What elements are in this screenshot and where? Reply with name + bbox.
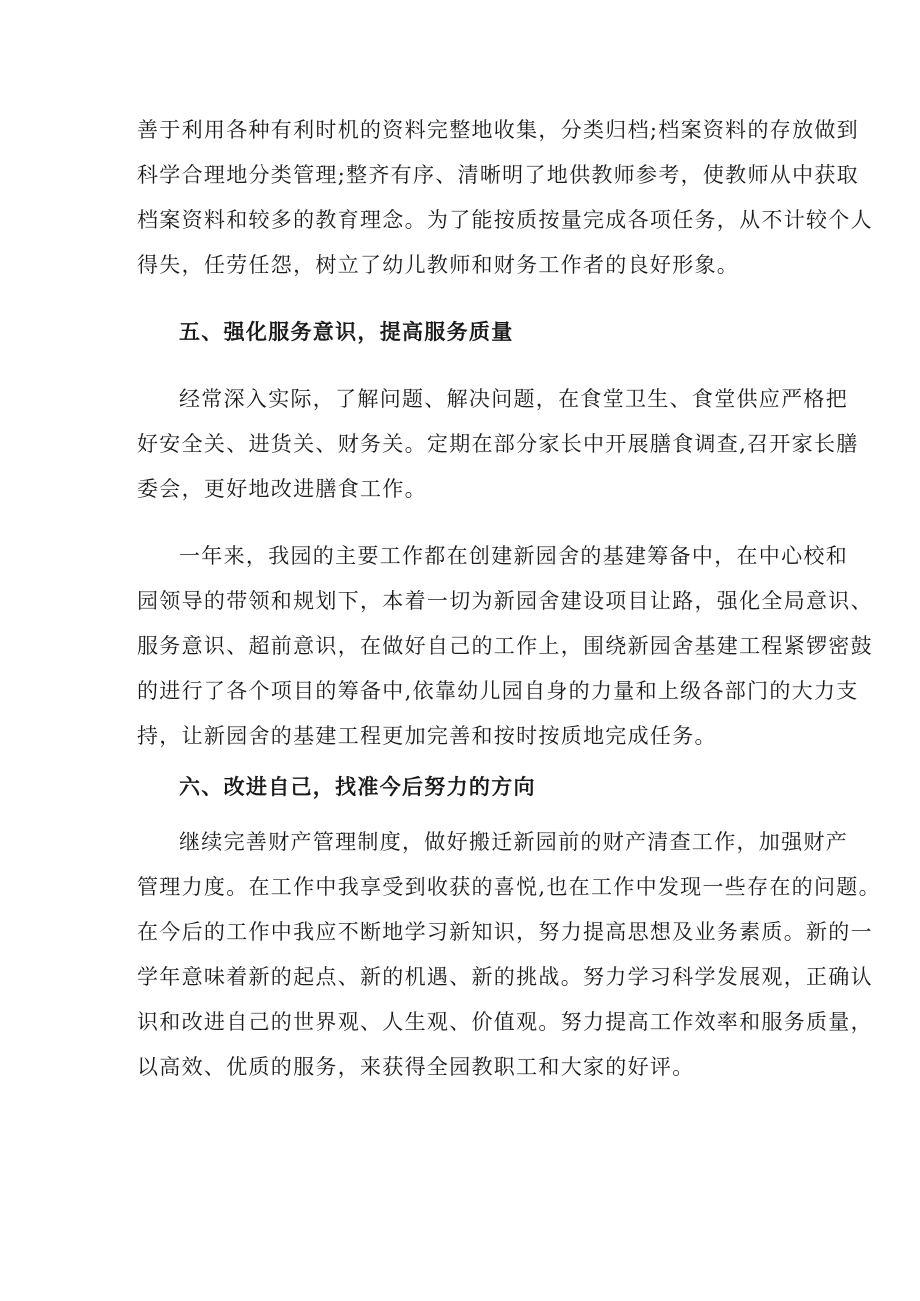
section-heading-6: 六、改进自己，找准今后努力的方向 [179,774,536,799]
paragraph-line: 园领导的带领和规划下，本着一切为新园舍建设项目让路，强化全局意识、 [137,589,873,613]
paragraph-line: 在今后的工作中我应不断地学习新知识，努力提高思想及业务素质。新的一 [137,920,873,944]
paragraph-line: 善于利用各种有利时机的资料完整地收集，分类归档;档案资料的存放做到 [137,118,859,142]
paragraph-line: 识和改进自己的世界观、人生观、价值观。努力提高工作效率和服务质量， [137,1010,873,1034]
paragraph-line: 的进行了各个项目的筹备中,依靠幼儿园自身的力量和上级各部门的大力支 [137,679,859,703]
paragraph-line: 得失，任劳任怨，树立了幼儿教师和财务工作者的良好形象。 [137,253,740,277]
paragraph-line: 一年来，我园的主要工作都在创建新园舍的基建筹备中，在中心校和 [179,544,848,568]
paragraph-line: 持，让新园舍的基建工程更加完善和按时按质地完成任务。 [137,724,717,748]
paragraph-line: 好安全关、进货关、财务关。定期在部分家长中开展膳食调查,召开家长膳 [137,432,859,456]
section-heading-5: 五、强化服务意识，提高服务质量 [179,319,514,344]
paragraph-line: 学年意味着新的起点、新的机遇、新的挑战。努力学习科学发展观，正确认 [137,965,873,989]
paragraph-line: 委会，更好地改进膳食工作。 [137,477,427,501]
paragraph-line: 管理力度。在工作中我享受到收获的喜悦,也在工作中发现一些存在的问题。 [137,875,881,899]
paragraph-line: 档案资料和较多的教育理念。为了能按质按量完成各项任务，从不计较个人 [137,208,873,232]
paragraph-line: 服务意识、超前意识，在做好自己的工作上，围绕新园舍基建工程紧锣密鼓 [137,634,873,658]
paragraph-line: 继续完善财产管理制度，做好搬迁新园前的财产清查工作，加强财产 [179,830,848,854]
paragraph-line: 经常深入实际，了解问题、解决问题，在食堂卫生、食堂供应严格把 [179,387,848,411]
paragraph-line: 以高效、优质的服务，来获得全园教职工和大家的好评。 [137,1055,695,1079]
paragraph-line: 科学合理地分类管理;整齐有序、清晰明了地供教师参考，使教师从中获取 [137,163,859,187]
